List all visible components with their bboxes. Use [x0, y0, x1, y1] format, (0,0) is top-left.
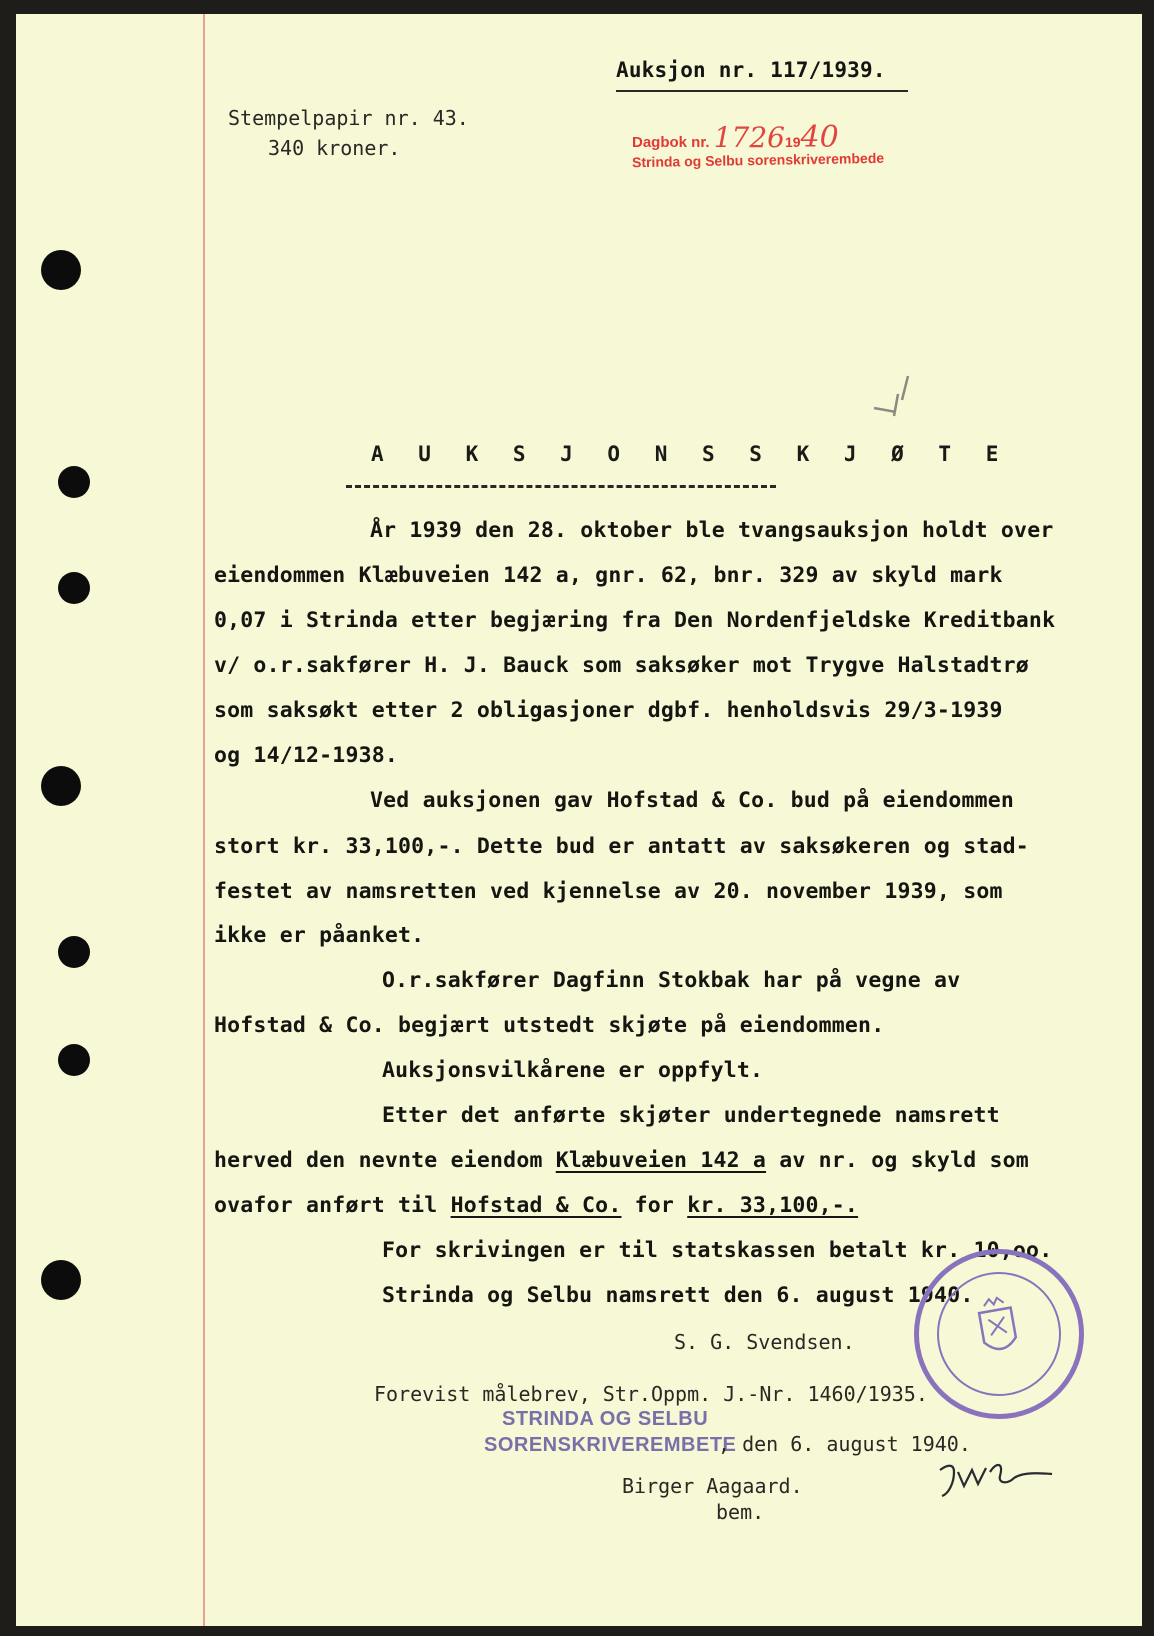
- body-line: Auksjonsvilkårene er oppfylt.: [382, 1058, 764, 1083]
- property-name: Klæbuveien 142 a: [555, 1148, 767, 1173]
- body-line: Strinda og Selbu namsrett den 6. august 1940.: [382, 1283, 974, 1308]
- body-text: herved den nevnte eiendom: [214, 1148, 556, 1173]
- court-seal: [901, 1236, 1098, 1433]
- title-rule: [346, 485, 776, 488]
- body-text: av nr. og skyld som: [766, 1148, 1029, 1173]
- dagbok-handwritten-year: 40: [800, 120, 839, 155]
- body-line: For skrivingen er til statskassen betalt kr. 10,oo.: [382, 1238, 1053, 1263]
- punch-hole: [58, 466, 90, 498]
- body-line: v/ o.r.sakfører H. J. Bauck som saksøker mot Trygve Halstadtrø: [214, 653, 1029, 678]
- pencil-mark: [868, 370, 928, 420]
- body-line: ikke er påanket.: [214, 923, 425, 948]
- body-text: for: [621, 1193, 688, 1218]
- footer-date: , den 6. august 1940.: [718, 1432, 971, 1456]
- dagbok-stamp: [632, 120, 839, 155]
- body-line: som saksøkt etter 2 obligasjoner dgbf. henholdsvis 29/3-1939: [214, 698, 1003, 723]
- body-line: [214, 1193, 858, 1218]
- stamp-paper-value: 340 kroner.: [268, 136, 401, 160]
- price: kr. 33,100,-.: [687, 1193, 859, 1218]
- dagbok-mid: 19: [784, 134, 801, 150]
- body-line: [214, 1148, 1029, 1173]
- auction-number-underline: [616, 90, 908, 92]
- document-page: [16, 14, 1142, 1626]
- body-text: ovafor anført til: [214, 1193, 451, 1218]
- office-stamp-line1: STRINDA OG SELBU: [502, 1408, 709, 1430]
- body-line: O.r.sakfører Dagfinn Stokbak har på vegne av: [382, 968, 961, 993]
- body-line: 0,07 i Strinda etter begjæring fra Den Nordenfjeldske Kreditbank: [214, 608, 1056, 633]
- body-line: Ved auksjonen gav Hofstad & Co. bud på eiendommen: [370, 788, 1015, 813]
- body-line: Etter det anførte skjøter undertegnede namsrett: [382, 1103, 1000, 1128]
- punch-hole: [41, 766, 81, 806]
- footer-certificate-line: Forevist målebrev, Str.Oppm. J.-Nr. 1460/1935.: [374, 1382, 928, 1406]
- dagbok-office: Strinda og Selbu sorenskriverembede: [631, 149, 885, 171]
- auction-number: Auksjon nr. 117/1939.: [616, 58, 886, 82]
- body-line: Hofstad & Co. begjært utstedt skjøte på eiendommen.: [214, 1013, 885, 1038]
- footer-signer-note: bem.: [716, 1500, 765, 1524]
- stamp-paper-number: Stempelpapir nr. 43.: [228, 106, 469, 130]
- punch-hole: [41, 1260, 81, 1300]
- punch-hole: [58, 1044, 90, 1076]
- punch-hole: [58, 936, 90, 968]
- body-line: År 1939 den 28. oktober ble tvangsauksjon holdt over: [370, 518, 1054, 543]
- body-line: stort kr. 33,100,-. Dette bud er antatt av saksøkeren og stad-: [214, 834, 1029, 859]
- handwritten-initials: [934, 1442, 1074, 1506]
- office-stamp-line2: SORENSKRIVEREMBETE: [484, 1434, 737, 1456]
- margin-line: [203, 14, 205, 1626]
- body-line: og 14/12-1938.: [214, 743, 399, 768]
- body-line: festet av namsretten ved kjennelse av 20. november 1939, som: [214, 879, 1003, 904]
- seal-crest-icon: [906, 1241, 1091, 1426]
- punch-hole: [58, 572, 90, 604]
- dagbok-prefix: Dagbok nr.: [632, 134, 710, 151]
- judge-signature: S. G. Svendsen.: [674, 1330, 855, 1354]
- footer-signer: Birger Aagaard.: [622, 1474, 803, 1498]
- dagbok-handwritten-number: 1726: [713, 121, 785, 154]
- body-line: eiendommen Klæbuveien 142 a, gnr. 62, bnr. 329 av skyld mark: [214, 563, 1003, 588]
- document-title: A U K S J O N S S K J Ø T E: [371, 442, 1010, 466]
- punch-hole: [41, 250, 81, 290]
- buyer-name: Hofstad & Co.: [450, 1193, 622, 1218]
